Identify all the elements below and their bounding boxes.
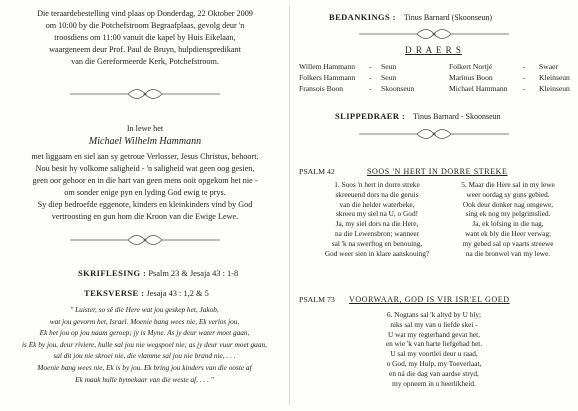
draer-name: Marinus Boon xyxy=(449,73,493,82)
memoriam-line: Sy diep bedroefde eggenote, kinders en kleinkinders vind by God xyxy=(37,200,253,209)
draer-row xyxy=(299,84,574,95)
bedankings xyxy=(329,12,492,22)
ornament-divider xyxy=(70,234,220,246)
verse-line: 1. Soos 'n hert in dorre streke xyxy=(334,180,420,189)
verse-line: U sal my voortlei deur u raad, xyxy=(390,349,478,359)
verse-line: " Luister, so sê die Here wat jou geskep het, Jakob, xyxy=(70,305,219,314)
ornament-divider xyxy=(70,88,220,100)
psalm42-label: PSALM 42 xyxy=(299,167,335,176)
verse-line: Ek maak hulle bymekaar van die weste af, . . . " xyxy=(75,374,214,384)
deceased-name: Michael Wilhelm Hammann xyxy=(88,136,202,147)
draer-dash: - xyxy=(523,62,526,71)
verse-line: van die helder waterbeke, xyxy=(339,199,415,209)
draer-name: Folkert Nortjé xyxy=(449,62,493,71)
verse-line: want ek bly die Heer verwag; xyxy=(464,228,552,238)
right-page xyxy=(289,0,578,411)
verse-line: en wie 'k van harte liefgehad het. xyxy=(385,339,483,349)
verse-line: skreeuend dors na die geruis xyxy=(335,189,419,199)
slippedraer xyxy=(335,111,501,121)
verse-line: is Ek by jou, deur riviere, hulle sal jou nie wegspoel nie; as jy deur vuur moet gaan, xyxy=(22,339,267,349)
ornament-divider xyxy=(359,128,509,140)
draer-dash: - xyxy=(369,73,372,82)
verse-line: na die bronwel van my lewe. xyxy=(465,248,551,258)
verse-line: weer oordag sy guns gebied. xyxy=(466,189,550,199)
memoriam-line: vertroosting en gun hom die Kroon van die Ewige Lewe. xyxy=(51,212,239,221)
psalm73-verse-6 xyxy=(349,310,519,388)
draer-relation: Skoonseun xyxy=(381,84,415,93)
draer-relation: Kleinseun xyxy=(539,84,570,93)
draer-name: Folkers Hammann xyxy=(299,73,356,82)
bedankings-value: Tinus Barnard (Skoonseun) xyxy=(403,13,493,22)
memoriam-line: om sonder enige pyn en lyding God ewig te prys. xyxy=(64,188,226,197)
verse-line: 5. Maar die Here sal in my lewe xyxy=(461,180,555,189)
draer-relation: Swaer xyxy=(539,62,558,71)
verse-line: God weer sien in klare aanskouing? xyxy=(324,248,430,258)
verse-line: U wat my regterhand gevat het, xyxy=(388,329,480,339)
verse-line: en ná die dag van aardse stryd, xyxy=(389,368,479,378)
intro-line: van die Gereformeerde Kerk, Potchefstroom. xyxy=(71,57,219,66)
draer-dash: - xyxy=(369,62,372,71)
draer-relation: Seun xyxy=(381,73,397,82)
ornament-divider xyxy=(359,28,509,40)
skriflesing-value: Psalm 23 & Jesaja 43 : 1-8 xyxy=(148,269,239,278)
draer-row xyxy=(299,73,574,84)
draer-name: Willem Hammann xyxy=(299,62,355,71)
verse-line: sal dit jou nie skroei nie, die vlamme sal jou nie brand nie, . . . xyxy=(53,351,236,361)
verse-line: Ja, my siel dors na die Here, xyxy=(335,219,419,229)
psalm73-title: VOORWAAR, GOD IS VIR ISR'EL GOED xyxy=(349,295,510,304)
skriflesing xyxy=(78,268,238,278)
draer-dash: - xyxy=(369,84,372,93)
verse-line: na die Lewensbron; wanneer xyxy=(334,228,420,238)
verse-line: Ek het jou op jou naam geroep; jy is Myne. As jy deur water moet gaan, xyxy=(39,328,250,338)
intro-line: waargeneem deur Prof. Paul de Bruyn, hulpdienspredikant xyxy=(49,45,241,54)
service-details xyxy=(20,8,270,68)
draer-name: Fransois Boon xyxy=(299,84,344,93)
verse-line: o God, my Hulp, my Toeverlaat, xyxy=(386,358,482,368)
verse-line: wat jou gevorm het, Israel. Moenie bang wees nie, Ek verlos jou, xyxy=(49,316,240,326)
verse-line: my gebed sal op vaarts streewe xyxy=(462,238,554,248)
teksverse-label: TEKSVERSE : xyxy=(84,288,145,298)
draers-heading: D R A E R S xyxy=(405,45,462,55)
memoriam-line: met liggaam en siel aan sy getroue Verlosser, Jesus Christus, behoort. xyxy=(31,152,259,161)
slippedraer-value: Tinus Barnard - Skoonseun xyxy=(413,112,501,121)
intro-line: om 10:00 by die Potchefstroom Begraafplaas, gevolg deur 'n xyxy=(45,21,245,30)
bedankings-label: BEDANKINGS : xyxy=(329,12,396,22)
draer-relation: Seun xyxy=(381,62,397,71)
draer-dash: - xyxy=(523,84,526,93)
draer-row xyxy=(299,62,574,73)
verse-line: skreeu my siel na U, o God! xyxy=(335,209,419,219)
draer-relation: Kleinseun xyxy=(539,73,570,82)
teksverse-value: Jesaja 43 : 1,2 & 5 xyxy=(146,289,209,298)
verse-line: 6. Nogtans sal 'k altyd by U bly; xyxy=(386,310,482,319)
verse-line: Ook deur donker nag omgewe, xyxy=(462,199,554,209)
intro-line: Die teraardebestelling vind plaas op Donderdag, 22 Oktober 2009 xyxy=(37,9,253,18)
psalm42-verse-1 xyxy=(307,180,447,258)
memoriam-line: Nou besit hy volkome saligheid - 'n saligheid wat geen oog gesien, xyxy=(35,164,255,173)
skriflesing-label: SKRIFLESING : xyxy=(78,268,147,278)
memoriam-intro: In lewe het xyxy=(126,124,164,133)
psalm42-verse-5 xyxy=(441,180,575,258)
slippedraer-label: SLIPPEDRAER : xyxy=(335,111,406,121)
draer-name: Michael Hammann xyxy=(449,84,508,93)
verse-line: sal 'k na swerftog en benouing, xyxy=(331,238,423,248)
draer-dash: - xyxy=(523,73,526,82)
psalm42-title: SOOS 'N HERT IN DORRE STREKE xyxy=(367,167,508,176)
psalm73-label: PSALM 73 xyxy=(299,295,335,304)
verse-line: Moenie bang wees nie, Ek is by jou. Ek bring jou kinders van die ooste af xyxy=(37,362,252,372)
memoriam-line: geen oor gehoor en in die hart van geen mens ooit opgekom het nie - xyxy=(32,176,258,185)
verse-quote xyxy=(8,304,281,385)
verse-line: Ja, ek lofsing in die nag, xyxy=(472,219,544,229)
teksverse xyxy=(84,288,209,298)
memoriam-text xyxy=(20,151,270,223)
verse-line: sing ek nog my pelgrimslied. xyxy=(465,209,551,219)
verse-line: my opneem in u heerlikheid. xyxy=(392,378,476,388)
verse-line: niks sal my van u liefde skei - xyxy=(390,319,478,329)
intro-line: troosdiens om 11:00 vanuit die kapel by Huis Eikelaan, xyxy=(54,33,236,42)
